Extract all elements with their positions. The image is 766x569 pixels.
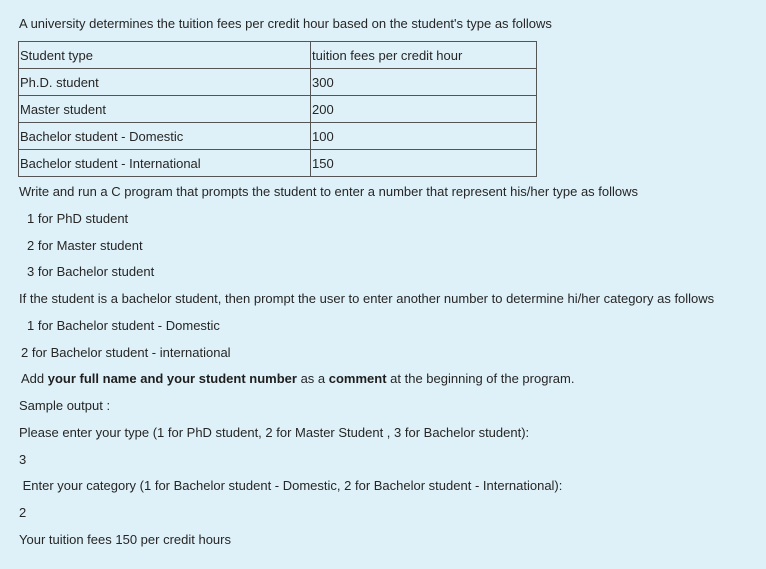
category-option: 2 for Bachelor student - international (21, 345, 231, 360)
table-cell-fee: 150 (311, 150, 537, 177)
table-row (19, 150, 537, 177)
category-option: 1 for Bachelor student - Domestic (27, 318, 220, 333)
table-cell-fee: 300 (311, 69, 537, 96)
table-cell-type: Ph.D. student (19, 69, 311, 96)
comment-instruction (21, 371, 574, 387)
comment-bold-name: your full name and your student number (47, 371, 297, 386)
sample-heading: Sample output : (19, 398, 111, 413)
bachelor-prompt-text: If the student is a bachelor student, then prompt the user to enter another number to determine hi/her category as follows (19, 291, 715, 306)
table-header-row (19, 42, 537, 69)
table-cell-type: Bachelor student - Domestic (19, 123, 311, 150)
table-cell-fee: 200 (311, 96, 537, 123)
sample-prompt-category: Enter your category (1 for Bachelor student - Domestic, 2 for Bachelor student - International): (19, 478, 563, 493)
header-student-type: Student type (19, 42, 311, 69)
sample-input-type: 3 (19, 452, 27, 467)
comment-suffix: at the beginning of the program. (386, 371, 575, 386)
table-row (19, 69, 537, 96)
table-cell-type: Master student (19, 96, 311, 123)
type-option: 2 for Master student (27, 238, 143, 253)
task-text: Write and run a C program that prompts the student to enter a number that represent his/her type as follows (19, 184, 639, 199)
tuition-fees-table (18, 41, 537, 177)
intro-text: A university determines the tuition fees per credit hour based on the student's type as follows (19, 16, 552, 31)
sample-prompt-type: Please enter your type (1 for PhD student, 2 for Master Student , 3 for Bachelor student): (19, 425, 530, 440)
type-option: 1 for PhD student (27, 211, 129, 226)
table-cell-fee: 100 (311, 123, 537, 150)
comment-mid: as a (296, 371, 329, 386)
comment-bold-word: comment (328, 371, 387, 386)
header-tuition-fees: tuition fees per credit hour (311, 42, 537, 69)
table-cell-type: Bachelor student - International (19, 150, 311, 177)
type-option: 3 for Bachelor student (27, 264, 155, 279)
table-row (19, 123, 537, 150)
sample-result: Your tuition fees 150 per credit hours (19, 532, 231, 547)
table-row (19, 96, 537, 123)
sample-input-category: 2 (19, 505, 27, 520)
comment-prefix: Add (21, 371, 48, 386)
